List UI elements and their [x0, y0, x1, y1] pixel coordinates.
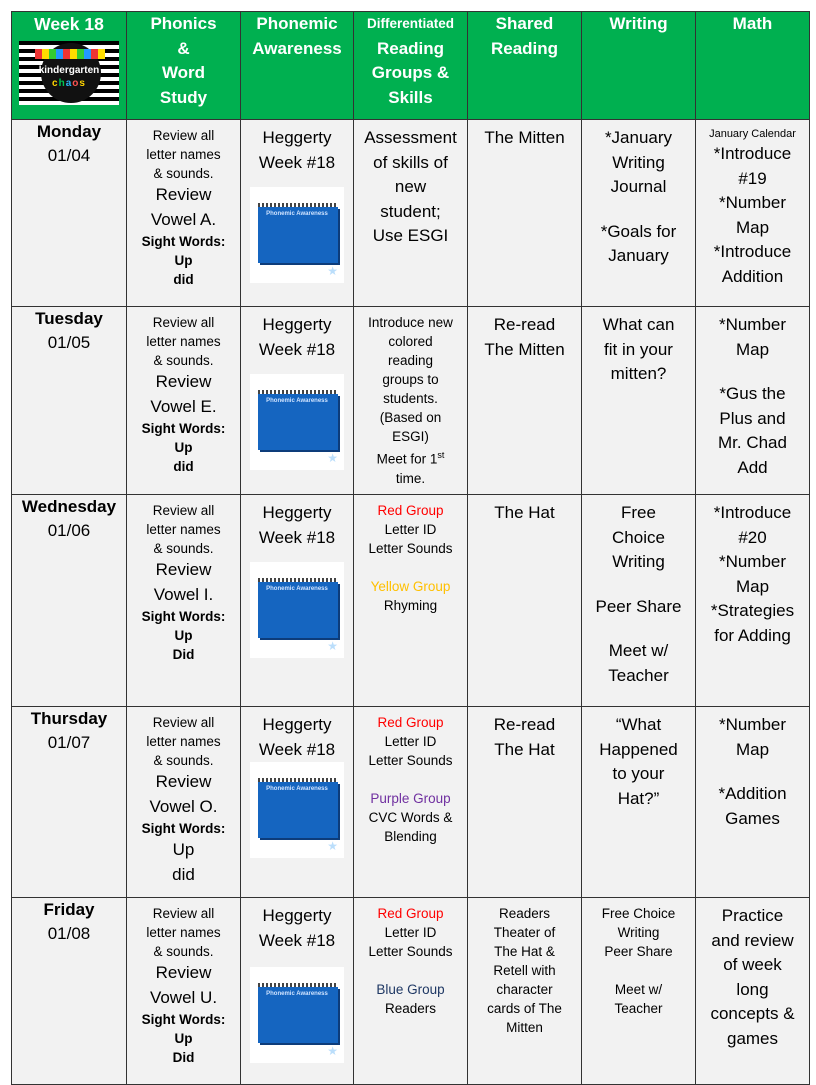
- math-cell: *Number Map *Gus the Plus and Mr. Chad Add: [696, 307, 810, 495]
- shared-cell: Re-read The Mitten: [468, 307, 582, 495]
- groups-cell: Red Group Letter ID Letter Sounds Blue Group Readers: [354, 898, 468, 1085]
- writing-cell: *January Writing Journal *Goals for January: [582, 120, 696, 307]
- kindergarten-chaos-logo: [19, 41, 119, 105]
- logo-text-top: kindergarten: [38, 64, 100, 76]
- writing-header: Writing: [582, 12, 696, 120]
- heggerty-book-image: Phonemic Awareness ★: [250, 187, 344, 283]
- phonics-cell: Review all letter names & sounds. Review Vowel U. Sight Words: Up Did: [127, 898, 241, 1085]
- writing-cell: Free Choice Writing Peer Share Meet w/ Teacher: [582, 898, 696, 1085]
- groups-cell: Introduce new colored reading groups to students. (Based on ESGI) Meet for 1st time.: [354, 307, 468, 495]
- phonics-cell: Review all letter names & sounds. Review Vowel E. Sight Words: Up did: [127, 307, 241, 495]
- day-cell: Friday 01/08: [12, 898, 127, 1085]
- shared-cell: Re-read The Hat: [468, 707, 582, 898]
- shared-reading-header: Shared Reading: [468, 12, 582, 120]
- phonics-cell: Review all letter names & sounds. Review Vowel I. Sight Words: Up Did: [127, 495, 241, 707]
- phonemic-cell: Heggerty Week #18 Phonemic Awareness ★: [241, 120, 354, 307]
- heggerty-book-image: Phonemic Awareness ★: [250, 762, 344, 858]
- logo-text-bottom: chaos: [52, 77, 86, 89]
- shared-cell: The Hat: [468, 495, 582, 707]
- day-cell: Tuesday 01/05: [12, 307, 127, 495]
- table-row: [12, 898, 810, 1085]
- phonemic-cell: Heggerty Week #18 Phonemic Awareness ★: [241, 495, 354, 707]
- phonemic-header: Phonemic Awareness: [241, 12, 354, 120]
- header-row: [12, 12, 810, 120]
- lesson-plan-table: [11, 11, 810, 1085]
- phonics-header: Phonics & Word Study: [127, 12, 241, 120]
- math-cell: *Introduce #20 *Number Map *Strategies for Adding: [696, 495, 810, 707]
- day-cell: Monday 01/04: [12, 120, 127, 307]
- shared-cell: Readers Theater of The Hat & Retell with character cards of The Mitten: [468, 898, 582, 1085]
- phonemic-cell: Heggerty Week #18 Phonemic Awareness ★: [241, 307, 354, 495]
- phonemic-cell: Heggerty Week #18 Phonemic Awareness ★: [241, 898, 354, 1085]
- week-header: [12, 12, 127, 120]
- phonemic-cell: Heggerty Week #18 Phonemic Awareness ★: [241, 707, 354, 898]
- table-row: [12, 495, 810, 707]
- math-cell: *Number Map *Addition Games: [696, 707, 810, 898]
- differentiated-header: Differentiated Reading Groups & Skills: [354, 12, 468, 120]
- phonics-cell: Review all letter names & sounds. Review Vowel O. Sight Words: Up did: [127, 707, 241, 898]
- groups-cell: Red Group Letter ID Letter Sounds Yellow Group Rhyming: [354, 495, 468, 707]
- math-cell: Practice and review of week long concepts & games: [696, 898, 810, 1085]
- writing-cell: “What Happened to your Hat?”: [582, 707, 696, 898]
- heggerty-book-image: Phonemic Awareness ★: [250, 967, 344, 1063]
- table-row: [12, 120, 810, 307]
- math-cell: January Calendar *Introduce #19 *Number Map *Introduce Addition: [696, 120, 810, 307]
- heggerty-book-image: Phonemic Awareness ★: [250, 374, 344, 470]
- day-cell: Wednesday 01/06: [12, 495, 127, 707]
- week-label: Week 18: [34, 14, 104, 34]
- heggerty-book-image: Phonemic Awareness ★: [250, 562, 344, 658]
- shared-cell: The Mitten: [468, 120, 582, 307]
- table-row: [12, 307, 810, 495]
- writing-cell: What can fit in your mitten?: [582, 307, 696, 495]
- groups-cell: Red Group Letter ID Letter Sounds Purple Group CVC Words & Blending: [354, 707, 468, 898]
- writing-cell: Free Choice Writing Peer Share Meet w/ Teacher: [582, 495, 696, 707]
- day-cell: Thursday 01/07: [12, 707, 127, 898]
- phonics-cell: Review all letter names & sounds. Review Vowel A. Sight Words: Up did: [127, 120, 241, 307]
- groups-cell: Assessment of skills of new student; Use ESGI: [354, 120, 468, 307]
- math-header: Math: [696, 12, 810, 120]
- table-row: [12, 707, 810, 898]
